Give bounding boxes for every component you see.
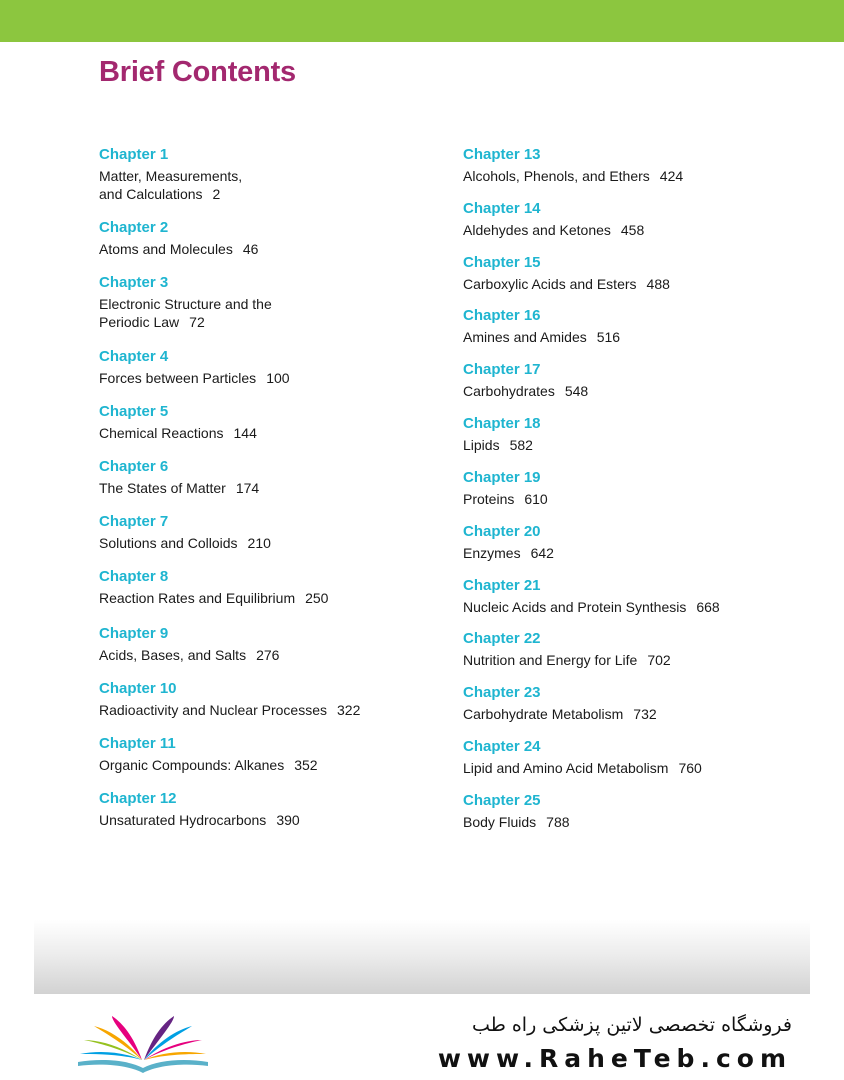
chapter-label: Chapter 4 — [99, 348, 169, 365]
chapter-label: Chapter 24 — [463, 738, 541, 755]
chapter-page-number: 548 — [564, 383, 589, 399]
footer-shadow — [34, 920, 810, 994]
chapter-page-number: 100 — [266, 370, 290, 386]
chapter-page-number: 458 — [620, 222, 645, 238]
chapter-page-number: 2 — [212, 186, 221, 202]
chapter-title: Radioactivity and Nuclear Processes — [99, 702, 327, 718]
toc-entry[interactable] — [463, 414, 803, 454]
toc-entry[interactable] — [99, 624, 439, 664]
chapter-label: Chapter 15 — [463, 254, 541, 271]
chapter-label: Chapter 6 — [99, 458, 169, 475]
chapter-title-line — [463, 813, 803, 831]
chapter-page-number: 174 — [235, 480, 260, 496]
chapter-title: Matter, Measurements, and Calculations — [99, 168, 243, 202]
chapter-page-number: 788 — [546, 814, 570, 830]
chapter-title-line — [463, 705, 803, 723]
chapter-title-line — [99, 589, 439, 607]
chapter-title: Chemical Reactions — [99, 425, 224, 441]
toc-entry[interactable] — [99, 347, 439, 387]
toc-entry[interactable] — [99, 734, 439, 774]
toc-entry[interactable] — [99, 218, 439, 258]
toc-entry[interactable] — [463, 253, 803, 293]
chapter-label: Chapter 13 — [463, 146, 541, 163]
chapter-title: Body Fluids — [463, 814, 537, 830]
toc-entry[interactable] — [99, 145, 439, 203]
footer-store-name: فروشگاه تخصصی لاتین پزشکی راه طب — [472, 1014, 792, 1036]
chapter-title-line — [99, 756, 439, 774]
chapter-title-line — [99, 167, 439, 203]
chapter-title: Carbohydrates — [463, 383, 555, 399]
chapter-label: Chapter 8 — [99, 568, 169, 585]
chapter-page-number: 424 — [659, 168, 684, 184]
toc-entry[interactable] — [99, 679, 439, 719]
chapter-page-number: 642 — [530, 545, 554, 561]
toc-entry[interactable] — [463, 522, 803, 562]
chapter-label: Chapter 22 — [463, 630, 541, 647]
toc-entry[interactable] — [99, 457, 439, 497]
chapter-page-number: 668 — [696, 599, 720, 615]
chapter-label: Chapter 23 — [463, 684, 541, 701]
chapter-title-line — [463, 167, 803, 185]
chapter-title: Unsaturated Hydrocarbons — [99, 812, 267, 828]
toc-entry[interactable] — [99, 567, 439, 607]
chapter-page-number: 702 — [647, 652, 671, 668]
toc-entry[interactable] — [463, 576, 803, 616]
chapter-title-line — [99, 295, 439, 331]
chapter-title: Reaction Rates and Equilibrium — [99, 590, 296, 606]
chapter-label: Chapter 1 — [99, 146, 169, 163]
chapter-label: Chapter 2 — [99, 219, 169, 236]
chapter-label: Chapter 18 — [463, 415, 541, 432]
chapter-page-number: 760 — [678, 760, 702, 776]
chapter-title-line — [99, 811, 439, 829]
toc-entry[interactable] — [463, 199, 803, 239]
chapter-title-line — [99, 479, 439, 497]
chapter-title: Atoms and Molecules — [99, 241, 233, 257]
toc-entry[interactable] — [463, 360, 803, 400]
toc-entry[interactable] — [99, 273, 439, 331]
chapter-page-number: 250 — [305, 590, 329, 606]
chapter-title-line — [463, 759, 803, 777]
chapter-page-number: 390 — [276, 812, 300, 828]
chapter-page-number: 144 — [233, 425, 257, 441]
chapter-page-number: 732 — [633, 706, 657, 722]
chapter-page-number: 488 — [646, 276, 670, 292]
chapter-label: Chapter 5 — [99, 403, 169, 420]
toc-entry[interactable] — [99, 402, 439, 442]
chapter-title: Electronic Structure and the Periodic Law — [99, 296, 272, 330]
chapter-title: Lipids — [463, 437, 500, 453]
chapter-title-line — [99, 240, 439, 258]
chapter-title: Solutions and Colloids — [99, 535, 238, 551]
toc-entry[interactable] — [463, 145, 803, 185]
chapter-title: Carboxylic Acids and Esters — [463, 276, 637, 292]
chapter-label: Chapter 20 — [463, 523, 541, 540]
toc-entry[interactable] — [463, 791, 803, 831]
chapter-page-number: 276 — [256, 647, 280, 663]
chapter-title-line — [99, 534, 439, 552]
chapter-title: Enzymes — [463, 545, 521, 561]
toc-entry[interactable] — [463, 468, 803, 508]
chapter-title: Aldehydes and Ketones — [463, 222, 611, 238]
chapter-title-line — [463, 436, 803, 454]
chapter-label: Chapter 21 — [463, 577, 541, 594]
chapter-page-number: 46 — [242, 241, 259, 257]
chapter-title: Proteins — [463, 491, 515, 507]
chapter-title: Alcohols, Phenols, and Ethers — [463, 168, 650, 184]
toc-entry[interactable] — [463, 683, 803, 723]
page-title: Brief Contents — [99, 56, 296, 88]
chapter-label: Chapter 25 — [463, 792, 541, 809]
chapter-label: Chapter 19 — [463, 469, 541, 486]
chapter-label: Chapter 12 — [99, 790, 177, 807]
toc-entry[interactable] — [99, 789, 439, 829]
chapter-title-line — [463, 328, 803, 346]
chapter-label: Chapter 10 — [99, 680, 177, 697]
chapter-page-number: 582 — [509, 437, 533, 453]
toc-entry[interactable] — [463, 737, 803, 777]
chapter-title-line — [463, 651, 803, 669]
chapter-page-number: 72 — [189, 314, 205, 330]
footer-url[interactable]: www.RaheTeb.com — [437, 1044, 792, 1073]
toc-entry[interactable] — [99, 512, 439, 552]
chapter-title-line — [99, 701, 439, 719]
chapter-title-line — [463, 221, 803, 239]
top-accent-bar — [0, 0, 844, 42]
chapter-label: Chapter 14 — [463, 200, 541, 217]
chapter-title: Forces between Particles — [99, 370, 257, 386]
chapter-title-line — [99, 646, 439, 664]
chapter-title: Lipid and Amino Acid Metabolism — [463, 760, 669, 776]
chapter-label: Chapter 16 — [463, 307, 541, 324]
chapter-label: Chapter 17 — [463, 361, 541, 378]
chapter-label: Chapter 11 — [99, 735, 176, 752]
chapter-title-line — [463, 598, 803, 616]
toc-entry[interactable] — [463, 629, 803, 669]
chapter-title-line — [463, 382, 803, 400]
chapter-title: Carbohydrate Metabolism — [463, 706, 624, 722]
chapter-title-line — [463, 490, 803, 508]
chapter-title: Amines and Amides — [463, 329, 587, 345]
chapter-title: The States of Matter — [99, 480, 226, 496]
chapter-page-number: 352 — [294, 757, 318, 773]
chapter-title: Acids, Bases, and Salts — [99, 647, 247, 663]
chapter-title-line — [99, 369, 439, 387]
chapter-label: Chapter 7 — [99, 513, 169, 530]
chapter-page-number: 322 — [337, 702, 361, 718]
chapter-title: Organic Compounds: Alkanes — [99, 757, 285, 773]
toc-entry[interactable] — [463, 306, 803, 346]
chapter-page-number: 516 — [596, 329, 621, 345]
chapter-title-line — [463, 275, 803, 293]
chapter-label: Chapter 3 — [99, 274, 169, 291]
chapter-title: Nucleic Acids and Protein Synthesis — [463, 599, 687, 615]
chapter-page-number: 610 — [524, 491, 548, 507]
open-book-logo-icon — [72, 1008, 212, 1076]
chapter-label: Chapter 9 — [99, 625, 169, 642]
chapter-page-number: 210 — [247, 535, 271, 551]
chapter-title: Nutrition and Energy for Life — [463, 652, 638, 668]
chapter-title-line — [463, 544, 803, 562]
chapter-title-line — [99, 424, 439, 442]
